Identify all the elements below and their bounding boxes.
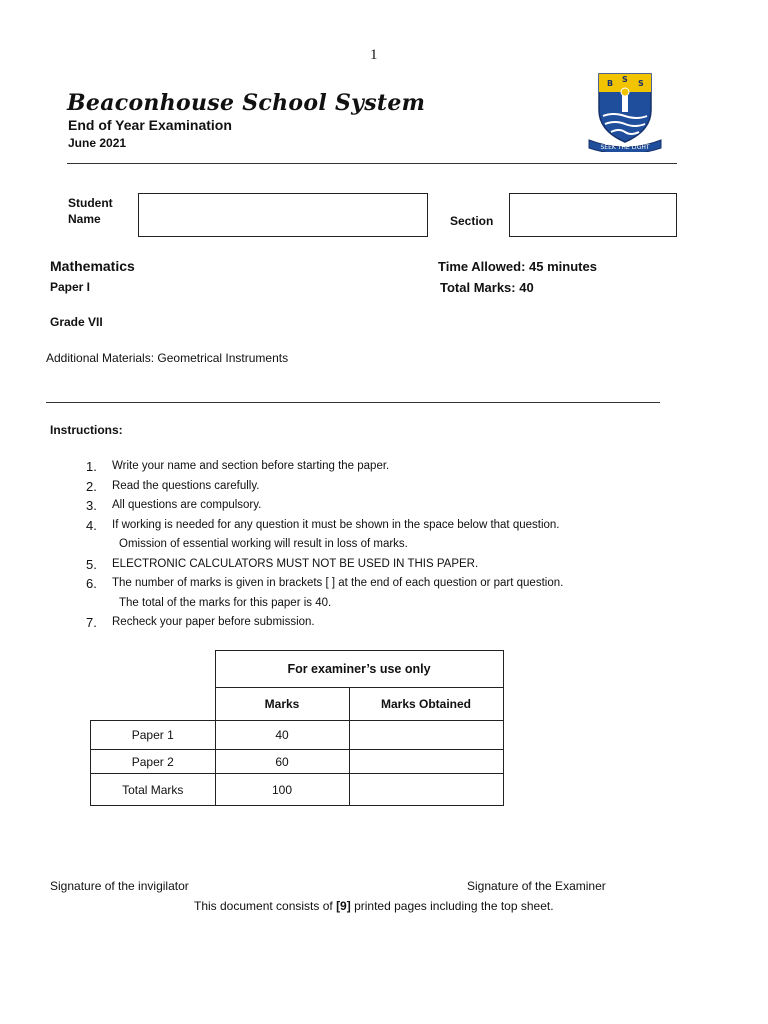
instructions-list xyxy=(86,457,686,633)
examiner-table xyxy=(90,650,504,806)
exam-title: End of Year Examination xyxy=(68,117,232,133)
examiner-signature-label: Signature of the Examiner xyxy=(467,879,606,893)
instruction-continuation: Omission of essential working will result in loss of marks. xyxy=(119,538,408,550)
instruction-item xyxy=(86,516,686,555)
crest-motto: SEEK THE LIGHT xyxy=(600,144,650,151)
paper-label: Paper I xyxy=(50,280,91,294)
section-divider xyxy=(46,402,660,403)
instruction-number: 1. xyxy=(86,459,97,474)
page-number: 1 xyxy=(370,47,378,63)
subject-title: Mathematics xyxy=(50,258,135,274)
instruction-text: The number of marks is given in brackets [ ] at the end of each question or part question. xyxy=(112,577,564,589)
crest-letter-s2: S xyxy=(638,79,644,88)
instruction-number: 2. xyxy=(86,478,97,494)
page-count-note-start: This document consists of xyxy=(194,899,337,913)
instruction-number: 3. xyxy=(86,498,97,513)
page-count-note xyxy=(194,899,554,913)
table-row xyxy=(91,750,504,774)
school-name: Beaconhouse School System xyxy=(67,90,426,116)
crest-letter-s1: S xyxy=(622,75,628,84)
instructions-heading: Instructions: xyxy=(50,423,123,437)
instruction-item xyxy=(86,457,686,477)
section-box[interactable] xyxy=(509,193,677,237)
section-label: Section xyxy=(450,214,494,228)
instruction-text: Recheck your paper before submission. xyxy=(112,616,315,628)
instruction-continuation: The total of the marks for this paper is 40. xyxy=(119,596,332,609)
total-marks: Total Marks: 40 xyxy=(440,280,534,295)
header-divider xyxy=(67,163,677,164)
table-row xyxy=(91,721,504,750)
row-obtained-cell[interactable] xyxy=(349,774,503,806)
crest-letter-b: B xyxy=(607,79,614,88)
instruction-item xyxy=(86,613,686,633)
row-marks: 40 xyxy=(215,721,349,750)
instruction-number: 5. xyxy=(86,556,97,572)
row-label: Paper 2 xyxy=(91,750,216,774)
grade-label: Grade VII xyxy=(50,315,103,329)
instruction-item xyxy=(86,555,686,575)
instruction-number: 7. xyxy=(86,615,97,630)
instruction-item xyxy=(86,477,686,497)
page-count-note-end: printed pages including the top sheet. xyxy=(350,899,554,913)
column-header-marks-obtained: Marks Obtained xyxy=(349,688,503,721)
instruction-text: Write your name and section before starting the paper. xyxy=(112,460,390,472)
row-label: Total Marks xyxy=(91,774,216,806)
column-header-marks: Marks xyxy=(215,688,349,721)
instruction-item xyxy=(86,496,686,516)
instruction-text: ELECTRONIC CALCULATORS MUST NOT BE USED IN THIS PAPER. xyxy=(112,557,479,570)
examiner-table-title: For examiner’s use only xyxy=(215,651,503,688)
time-allowed: Time Allowed: 45 minutes xyxy=(438,259,597,274)
instruction-number: 6. xyxy=(86,576,97,591)
instruction-text: If working is needed for any question it must be shown in the space below that question. xyxy=(112,518,560,531)
row-obtained-cell[interactable] xyxy=(349,721,503,750)
row-marks: 100 xyxy=(215,774,349,806)
student-name-label: Student Name xyxy=(68,196,113,226)
instruction-text: Read the questions carefully. xyxy=(112,479,260,492)
page-count: [9] xyxy=(336,899,351,913)
table-row xyxy=(91,774,504,806)
additional-materials: Additional Materials: Geometrical Instruments xyxy=(46,351,289,365)
school-crest-logo xyxy=(585,70,665,152)
instruction-item xyxy=(86,574,686,613)
student-name-box[interactable] xyxy=(138,193,428,237)
instruction-text: All questions are compulsory. xyxy=(112,499,262,511)
row-label: Paper 1 xyxy=(91,721,216,750)
invigilator-signature-label: Signature of the invigilator xyxy=(50,879,189,893)
row-marks: 60 xyxy=(215,750,349,774)
instruction-number: 4. xyxy=(86,517,97,533)
exam-date: June 2021 xyxy=(68,136,127,150)
row-obtained-cell[interactable] xyxy=(349,750,503,774)
